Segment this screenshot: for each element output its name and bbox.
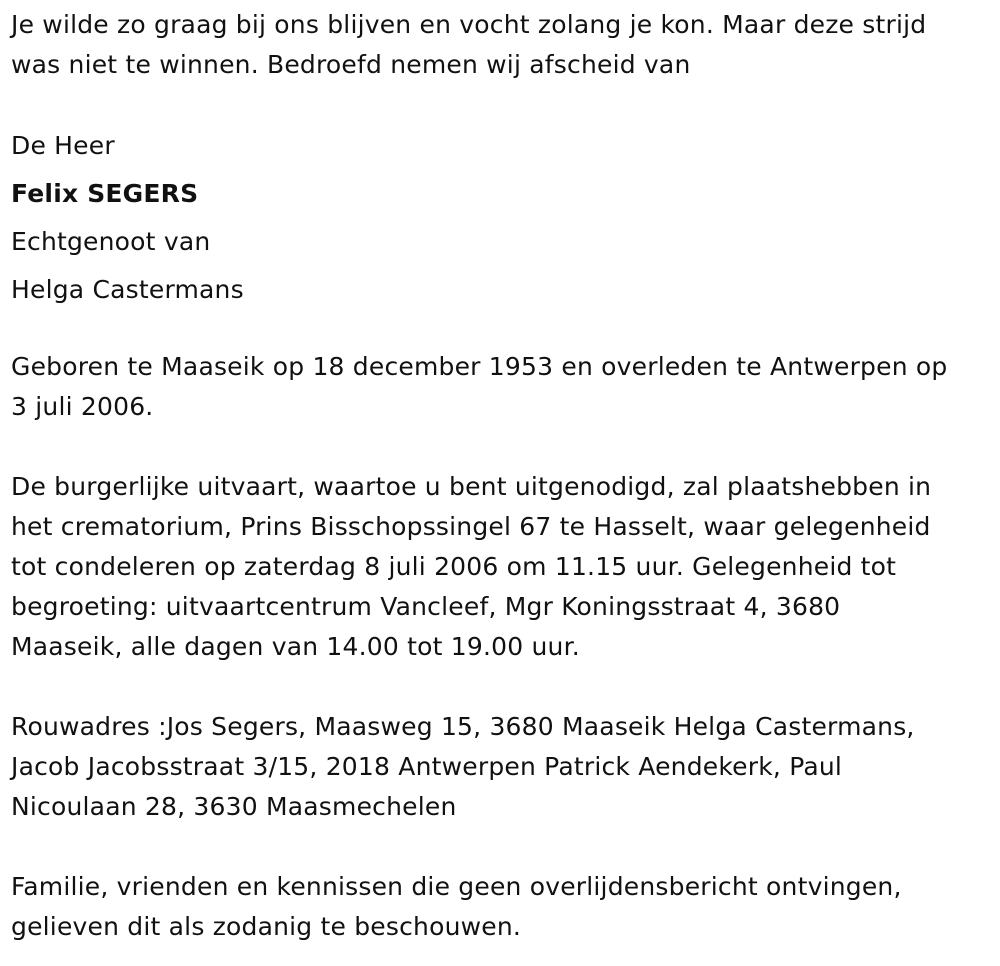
spouse-name: Helga Castermans [11,275,244,304]
intro-paragraph: Je wilde zo graag bij ons blijven en vocht zolang je kon. Maar deze strijd was niet te winnen. Bedroefd nemen wij afscheid van [11,10,927,79]
closing-paragraph: Familie, vrienden en kennissen die geen overlijdensbericht ontvingen, gelieven dit als zodanig te beschouwen. [11,872,902,941]
deceased-title: De Heer [11,131,115,160]
birth-death-paragraph: Geboren te Maaseik op 18 december 1953 en overleden te Antwerpen op 3 juli 2006. [11,352,948,421]
funeral-paragraph: De burgerlijke uitvaart, waartoe u bent uitgenodigd, zal plaatshebben in het crematorium, Prins Bisschopssingel 67 te Hasselt, waar gelegenheid tot condeleren op zaterdag 8 juli 2006 om 11.15 uur. Gelegenheid tot begroeting: uitvaartcentrum Vancleef, Mgr Koningsstraat 4, 3680 Maaseik, alle dagen van 14.00 tot 19.00 uur. [11,472,932,661]
deceased-block [11,122,1000,314]
deceased-name: Felix SEGERS [11,179,199,208]
addresses-paragraph: Rouwadres :Jos Segers, Maasweg 15, 3680 Maaseik Helga Castermans, Jacob Jacobsstraat 3/15, 2018 Antwerpen Patrick Aendekerk, Paul Nicoulaan 28, 3630 Maasmechelen [11,712,915,821]
relation-label: Echtgenoot van [11,227,211,256]
